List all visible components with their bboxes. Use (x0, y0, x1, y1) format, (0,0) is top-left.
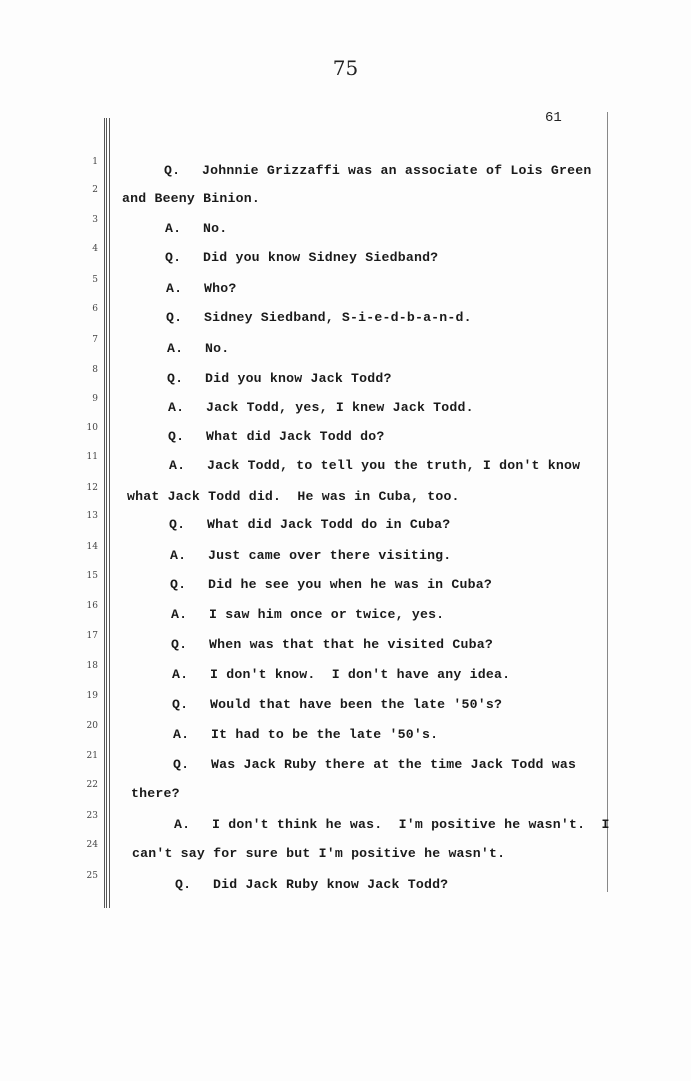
line-text: Did you know Sidney Siedband? (203, 250, 439, 265)
transcript-line (174, 817, 610, 832)
right-margin-rule (607, 112, 608, 892)
left-margin-rule-middle (106, 118, 107, 908)
transcript-line (171, 607, 444, 622)
line-text: I don't know. I don't have any idea. (210, 667, 511, 682)
line-text: Would that have been the late '50's? (210, 697, 503, 712)
line-number: 18 (86, 661, 98, 671)
line-number: 15 (86, 571, 98, 581)
line-number: 12 (86, 483, 98, 493)
line-number: 9 (92, 394, 98, 404)
line-text: No. (203, 221, 228, 236)
transcript-line (173, 757, 576, 772)
question-label: Q. (173, 757, 190, 772)
transcript-line (171, 637, 493, 652)
answer-label: A. (173, 727, 190, 742)
transcript-line (167, 341, 229, 356)
line-text: there? (131, 786, 180, 801)
transcript-line (173, 727, 438, 742)
line-number: 8 (92, 365, 98, 375)
line-number: 22 (86, 780, 98, 790)
line-text: Was Jack Ruby there at the time Jack Todd was (211, 757, 577, 772)
line-text: can't say for sure but I'm positive he wasn't. (132, 846, 506, 861)
question-label: Q. (175, 877, 192, 892)
line-number: 25 (86, 871, 98, 881)
transcript-line (164, 163, 591, 178)
line-text: What did Jack Todd do? (206, 429, 385, 444)
answer-label: A. (169, 458, 186, 473)
transcript-line (175, 877, 448, 892)
transcript-line (132, 846, 505, 861)
line-text: Jack Todd, yes, I knew Jack Todd. (206, 400, 474, 415)
transcript-line (169, 517, 450, 532)
answer-label: A. (171, 607, 188, 622)
question-label: Q. (165, 250, 182, 265)
question-label: Q. (168, 429, 185, 444)
line-text: Johnnie Grizzaffi was an associate of Lois Green (202, 163, 592, 178)
line-text: I saw him once or twice, yes. (209, 607, 445, 622)
line-number: 20 (86, 721, 98, 731)
question-label: Q. (164, 163, 181, 178)
transcript-line (166, 310, 472, 325)
line-number: 10 (86, 423, 98, 433)
answer-label: A. (165, 221, 182, 236)
line-number: 11 (86, 452, 98, 462)
line-number: 14 (86, 542, 98, 552)
top-page-number: 75 (332, 56, 359, 80)
line-number: 3 (92, 215, 98, 225)
transcript-line (165, 221, 227, 236)
line-number: 16 (86, 601, 98, 611)
left-margin-rule-inner (109, 118, 110, 908)
line-text: It had to be the late '50's. (211, 727, 439, 742)
answer-label: A. (174, 817, 191, 832)
answer-label: A. (167, 341, 184, 356)
line-number: 24 (86, 840, 98, 850)
line-number: 23 (86, 811, 98, 821)
line-text: Sidney Siedband, S-i-e-d-b-a-n-d. (204, 310, 472, 325)
question-label: Q. (167, 371, 184, 386)
question-label: Q. (170, 577, 187, 592)
answer-label: A. (170, 548, 187, 563)
line-text: Jack Todd, to tell you the truth, I don't know (207, 458, 581, 473)
line-text: What did Jack Todd do in Cuba? (207, 517, 451, 532)
line-text: Did you know Jack Todd? (205, 371, 392, 386)
line-number: 4 (92, 244, 98, 254)
transcript-line (169, 458, 580, 473)
line-text: When was that that he visited Cuba? (209, 637, 493, 652)
line-text: No. (205, 341, 230, 356)
transcript-line (131, 786, 180, 801)
line-text: Did he see you when he was in Cuba? (208, 577, 492, 592)
line-number: 6 (92, 304, 98, 314)
transcript-line (127, 489, 460, 504)
line-number: 2 (92, 185, 98, 195)
transcript-line (168, 400, 474, 415)
transcript-line (165, 250, 438, 265)
line-number: 19 (86, 691, 98, 701)
transcript-line (172, 667, 510, 682)
answer-label: A. (166, 281, 183, 296)
line-number: 17 (86, 631, 98, 641)
line-number: 13 (86, 511, 98, 521)
line-text: what Jack Todd did. He was in Cuba, too. (127, 489, 460, 504)
transcript-line (172, 697, 502, 712)
line-text: Did Jack Ruby know Jack Todd? (213, 877, 449, 892)
transcript-page-number: 61 (545, 110, 562, 126)
line-text: Who? (204, 281, 237, 296)
line-number: 7 (92, 335, 98, 345)
line-text: and Beeny Binion. (122, 191, 260, 206)
line-text: I don't think he was. I'm positive he wasn't. I (212, 817, 610, 832)
line-text: Just came over there visiting. (208, 548, 452, 563)
question-label: Q. (172, 697, 189, 712)
transcript-line (168, 429, 385, 444)
transcript-line (170, 577, 492, 592)
transcript-line (166, 281, 236, 296)
left-margin-rule-outer (104, 118, 105, 908)
transcript-line (170, 548, 451, 563)
answer-label: A. (168, 400, 185, 415)
question-label: Q. (169, 517, 186, 532)
transcript-line (167, 371, 392, 386)
question-label: Q. (171, 637, 188, 652)
transcript-line (122, 191, 260, 206)
answer-label: A. (172, 667, 189, 682)
question-label: Q. (166, 310, 183, 325)
line-number: 5 (92, 275, 98, 285)
line-number: 21 (86, 751, 98, 761)
line-number: 1 (92, 157, 98, 167)
